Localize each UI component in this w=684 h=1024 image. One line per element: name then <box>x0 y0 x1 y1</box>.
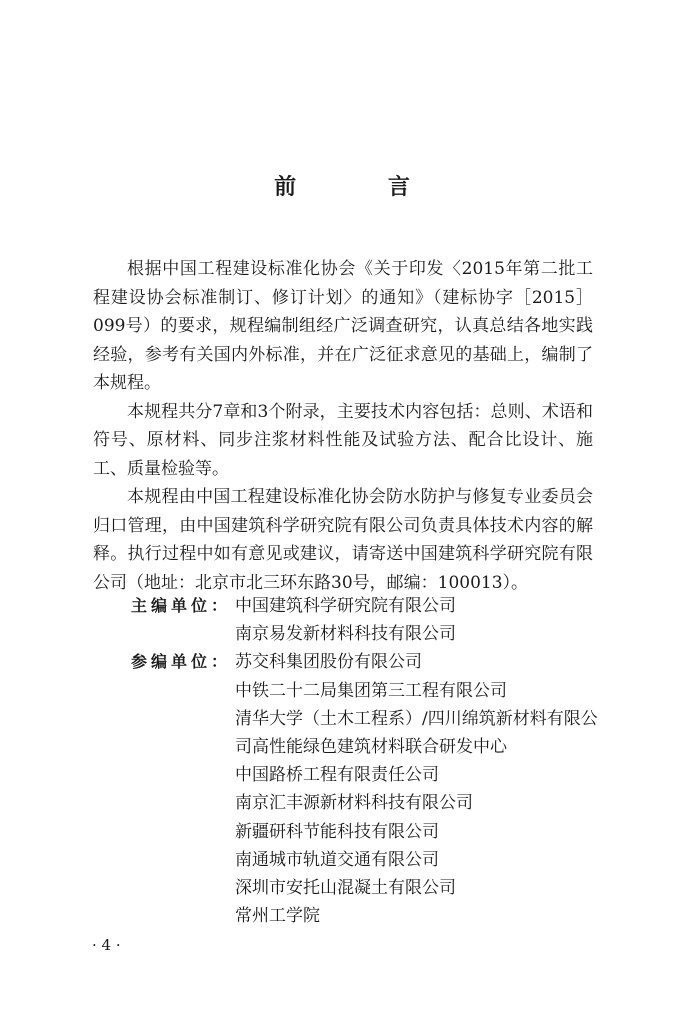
participant-unit: 南京汇丰源新材料科技有限公司 <box>235 793 473 814</box>
participant-unit: 中铁二十二局集团第三工程有限公司 <box>235 680 507 701</box>
participant-units <box>93 648 603 930</box>
page-number: · 4 · <box>92 936 121 954</box>
editor-unit: 中国建筑科学研究院有限公司 <box>235 596 456 616</box>
page-title: 前 言 <box>274 175 452 200</box>
editor-units-list <box>233 592 603 648</box>
paragraph-2: 本规程共分7章和3个附录，主要技术内容包括：总则、术语和符号、原材料、同步注浆材料性能及试验方法、配合比设计、施工、质量检验等。 <box>93 401 593 479</box>
editor-unit: 南京易发新材料科技有限公司 <box>235 624 456 645</box>
participant-units-label: 参编单位： <box>130 652 231 672</box>
participant-unit: 新疆研科节能科技有限公司 <box>235 821 439 842</box>
participant-unit: 常州工学院 <box>235 906 320 927</box>
participant-unit: 中国路桥工程有限责任公司 <box>235 765 439 786</box>
units-section <box>93 592 603 930</box>
foreword-body <box>93 255 593 597</box>
editor-units-label: 主编单位： <box>130 596 231 615</box>
paragraph-1: 根据中国工程建设标准化协会《关于印发〈2015年第二批工程建设协会标准制订、修订计划〉的通知》（建标协字［2015］099号）的要求，规程编制组经广泛调查研究，认真总结各地实践经验，参考有关国内外标准，并在广泛征求意见的基础上，编制了本规程。 <box>93 259 593 393</box>
paragraph-3: 本规程由中国工程建设标准化协会防水防护与修复专业委员会归口管理，由中国建筑科学研究院有限公司负责具体技术内容的解释。执行过程中如有意见或建议，请寄送中国建筑科学研究院有限公司（地址：北京市北三环东路30号，邮编：100013）。 <box>93 487 593 593</box>
participant-unit: 南通城市轨道交通有限公司 <box>235 849 439 870</box>
editor-units <box>93 592 603 648</box>
participant-units-list <box>233 648 603 930</box>
participant-unit: 深圳市安托山混凝土有限公司 <box>235 878 456 899</box>
participant-unit: 清华大学（土木工程系）/四川绵筑新材料有限公司高性能绿色建筑材料联合研发中心 <box>235 708 598 758</box>
participant-unit: 苏交科集团股份有限公司 <box>235 652 422 673</box>
